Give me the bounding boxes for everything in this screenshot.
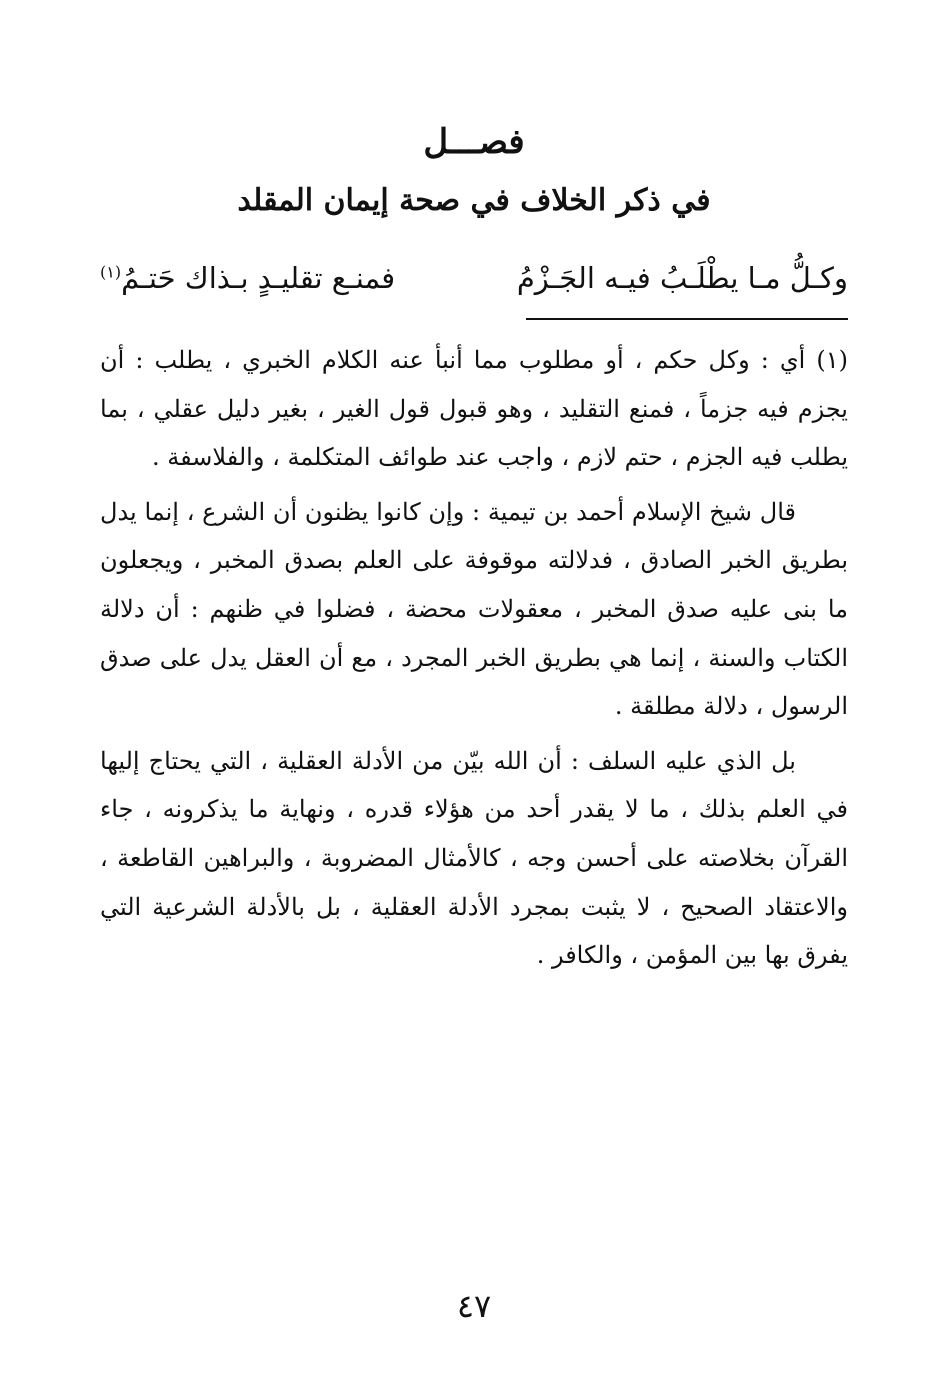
verse-second-hemistich: فمنـع تقليـدٍ بـذاك حَتـمُ$^{(١)}$	[100, 261, 396, 295]
footnote-paragraph: (١) أي : وكل حكم ، أو مطلوب مما أنبأ عنه الكلام الخبري ، يطلب : أن يجزم فيه جزماً ، فمنع التقليد ، وهو قبول قول الغير ، بغير دليل عقلي ، بما يطلب فيه الجزم ، حتم لازم ، واجب عند طوائف المتكلمة ، والفلاسفة .	[100, 346, 848, 472]
footnote-paragraph: قال شيخ الإسلام أحمد بن تيمية : وإن كانوا يظنون أن الشرع ، إنما يدل بطريق الخبر الصادق ، فدلالته موقوفة على العلم بصدق المخبر ، ويجعلون ما بنى عليه صدق المخبر ، معقولات محضة ، فضلوا في ظنهم : أن دلالة الكتاب والسنة ، إنما هي بطريق الخبر المجرد ، مع أن العقل يدل على صدق الرسول ، دلالة مطلقة .	[100, 497, 849, 721]
footnote-separator	[526, 318, 848, 320]
section-title: في ذكر الخلاف في صحة إيمان المقلد	[237, 183, 711, 218]
section-label: فصـــل	[423, 122, 525, 162]
verse-line	[100, 252, 848, 304]
footnote-paragraph: بل الذي عليه السلف : أن الله بيّن من الأدلة العقلية ، التي يحتاج إليها في العلم بذلك ، ما لا يقدر أحد من هؤلاء قدره ، ونهاية ما يذكرونه ، جاء القرآن بخلاصته على أحسن وجه ، كالأمثال المضروبة ، والبراهين القاطعة ، والاعتقاد الصحيح ، لا يثبت بمجرد الأدلة العقلية ، بل بالأدلة الشرعية التي يفرق بها بين المؤمن ، والكافر .	[100, 746, 848, 970]
footnote-marker: (١)	[100, 262, 122, 282]
page-number: ٤٧	[456, 1287, 492, 1325]
verse-first-hemistich: وكـلُّ مـا يطْلَـبُ فيـه الجَـزْمُ	[516, 261, 848, 295]
footnotes-block	[100, 336, 848, 986]
